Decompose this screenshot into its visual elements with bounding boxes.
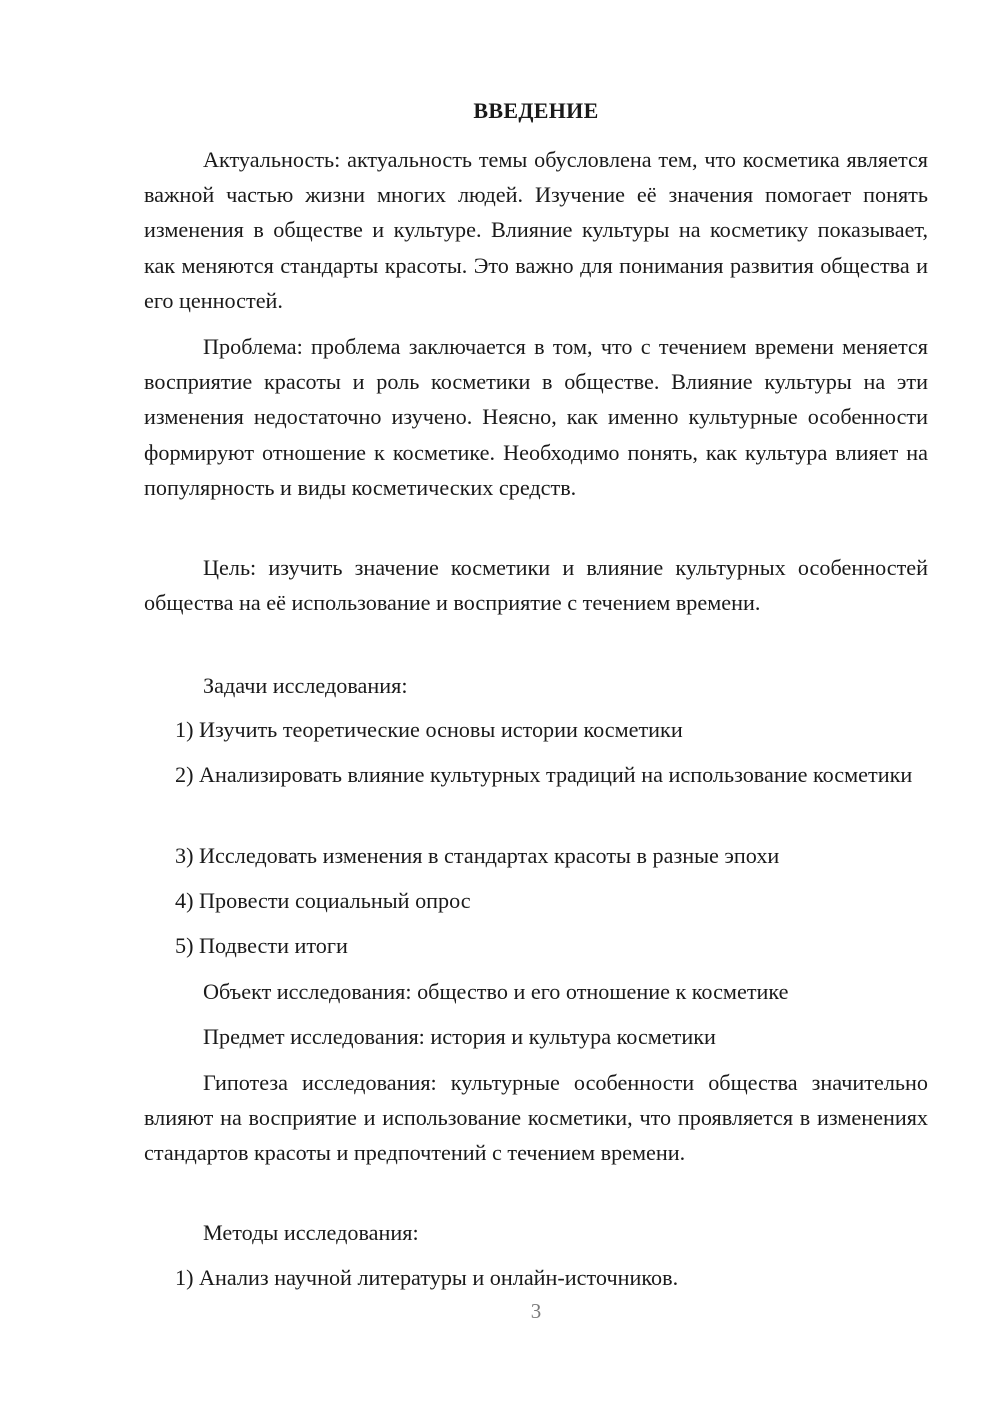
object-paragraph: Объект исследования: общество и его отношение к косметике (203, 979, 789, 1004)
task-item-3: 3) Исследовать изменения в стандартах красоты в разные эпохи (175, 843, 780, 868)
page-title: ВВЕДЕНИЕ (473, 98, 599, 123)
hypothesis-paragraph: Гипотеза исследования: культурные особенности общества значительно влияют на восприятие и использование косметики, что проявляется в изменениях стандартов красоты и предпочтений с течением времени. (144, 1070, 928, 1166)
tasks-heading: Задачи исследования: (203, 673, 408, 698)
task-item-1: 1) Изучить теоретические основы истории косметики (175, 717, 683, 742)
problem-paragraph: Проблема: проблема заключается в том, что с течением времени меняется восприятие красоты и роль косметики в обществе. Влияние культуры на эти изменения недостаточно изучено. Неясно, как именно культурные особенности формируют отношение к косметике. Необходимо понять, как культура влияет на популярность и виды косметических средств. (144, 334, 928, 500)
subject-paragraph: Предмет исследования: история и культура косметики (203, 1024, 716, 1049)
method-item-1: 1) Анализ научной литературы и онлайн-источников. (175, 1265, 679, 1290)
document-page (144, 0, 928, 1414)
page-number: 3 (530, 1299, 542, 1323)
task-item-4: 4) Провести социальный опрос (175, 888, 471, 913)
goal-paragraph: Цель: изучить значение косметики и влияние культурных особенностей общества на её использование и восприятие с течением времени. (144, 555, 928, 616)
methods-heading: Методы исследования: (203, 1220, 419, 1245)
relevance-paragraph: Актуальность: актуальность темы обусловлена тем, что косметика является важной частью жизни многих людей. Изучение её значения помогает понять изменения в обществе и культуре. Влияние культуры на косметику показывает, как меняются стандарты красоты. Это важно для понимания развития общества и его ценностей. (144, 147, 928, 313)
task-item-5: 5) Подвести итоги (175, 933, 348, 958)
task-item-2: 2) Анализировать влияние культурных традиций на использование косметики (175, 762, 913, 787)
